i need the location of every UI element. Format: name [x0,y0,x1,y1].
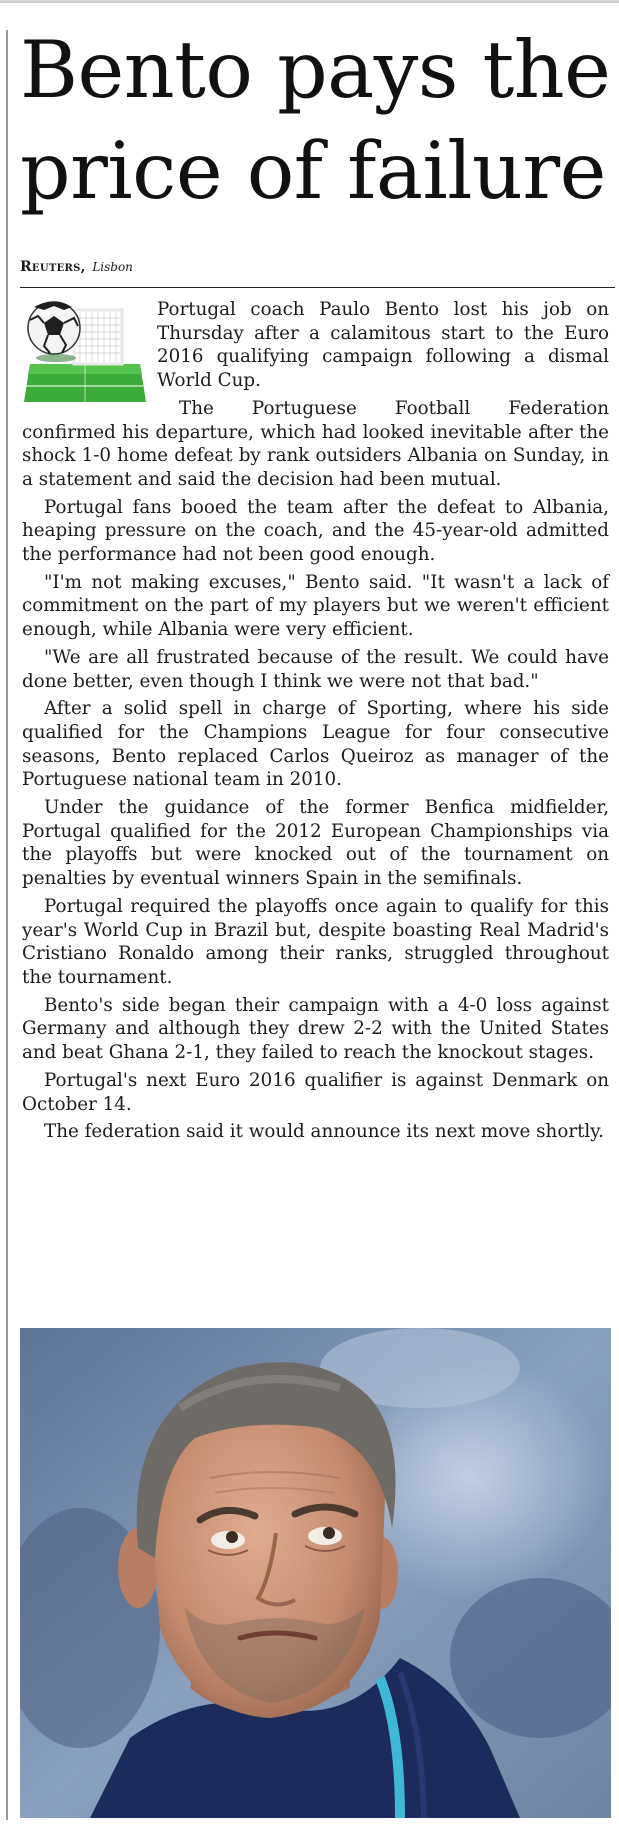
portrait-illustration [20,1328,611,1818]
byline-rule [20,287,615,288]
paragraph: "We are all frustrated because of the result. We could have done better, even though I think we were not that bad." [22,646,609,692]
portrait-photo [20,1328,611,1818]
paragraph: Portugal required the playoffs once again to qualify for this year's World Cup in Brazil but, despite boasting Real Madrid's Cristiano Ronaldo among their ranks, struggled throughout the tournament. [22,895,609,988]
byline-location: Lisbon [92,260,133,274]
byline-agency: Reuters, [20,259,86,275]
paragraph: Portugal coach Paulo Bento lost his job on Thursday after a calamitous start to the Euro 2016 qualifying campaign following a dismal World Cup. [157,299,609,392]
paragraph: Bento's side began their campaign with a 4-0 loss against Germany and although they drew 2-2 with the United States and beat Ghana 2-1, they failed to reach the knockout stages. [22,994,609,1064]
headline: Bento pays the price of failure [20,24,611,217]
paragraph: The Portuguese Football Federation confirmed his departure, which had looked inevitable after the shock 1-0 home defeat by rank outsiders Albania on Sunday, in a statement and said the decision had been mutual. [22,397,609,490]
top-rule [0,0,619,3]
paragraph: Portugal's next Euro 2016 qualifier is against Denmark on October 14. [22,1069,609,1115]
paragraph: Under the guidance of the former Benfica midfielder, Portugal qualified for the 2012 European Championships via the playoffs but were knocked out of the tournament on penalties by eventual winners Spain in the semifinals. [22,797,609,890]
paragraph: Portugal fans booed the team after the defeat to Albania, heaping pressure on the coach, and the 45-year-old admitted the performance had not been good enough. [22,496,609,566]
article-body [22,298,609,1148]
paragraph: After a solid spell in charge of Sporting, where his side qualified for the Champions League for four consecutive seasons, Bento replaced Carlos Queiroz as manager of the Portuguese national team in 2010. [22,698,609,791]
football-goal-icon [22,298,147,406]
paragraph: The federation said it would announce its next move shortly. [44,1121,604,1143]
column-rule [6,30,8,1820]
paragraph: "I'm not making excuses," Bento said. "It wasn't a lack of commitment on the part of my players but we weren't efficient enough, while Albania were very efficient. [22,571,609,641]
byline [20,258,133,276]
